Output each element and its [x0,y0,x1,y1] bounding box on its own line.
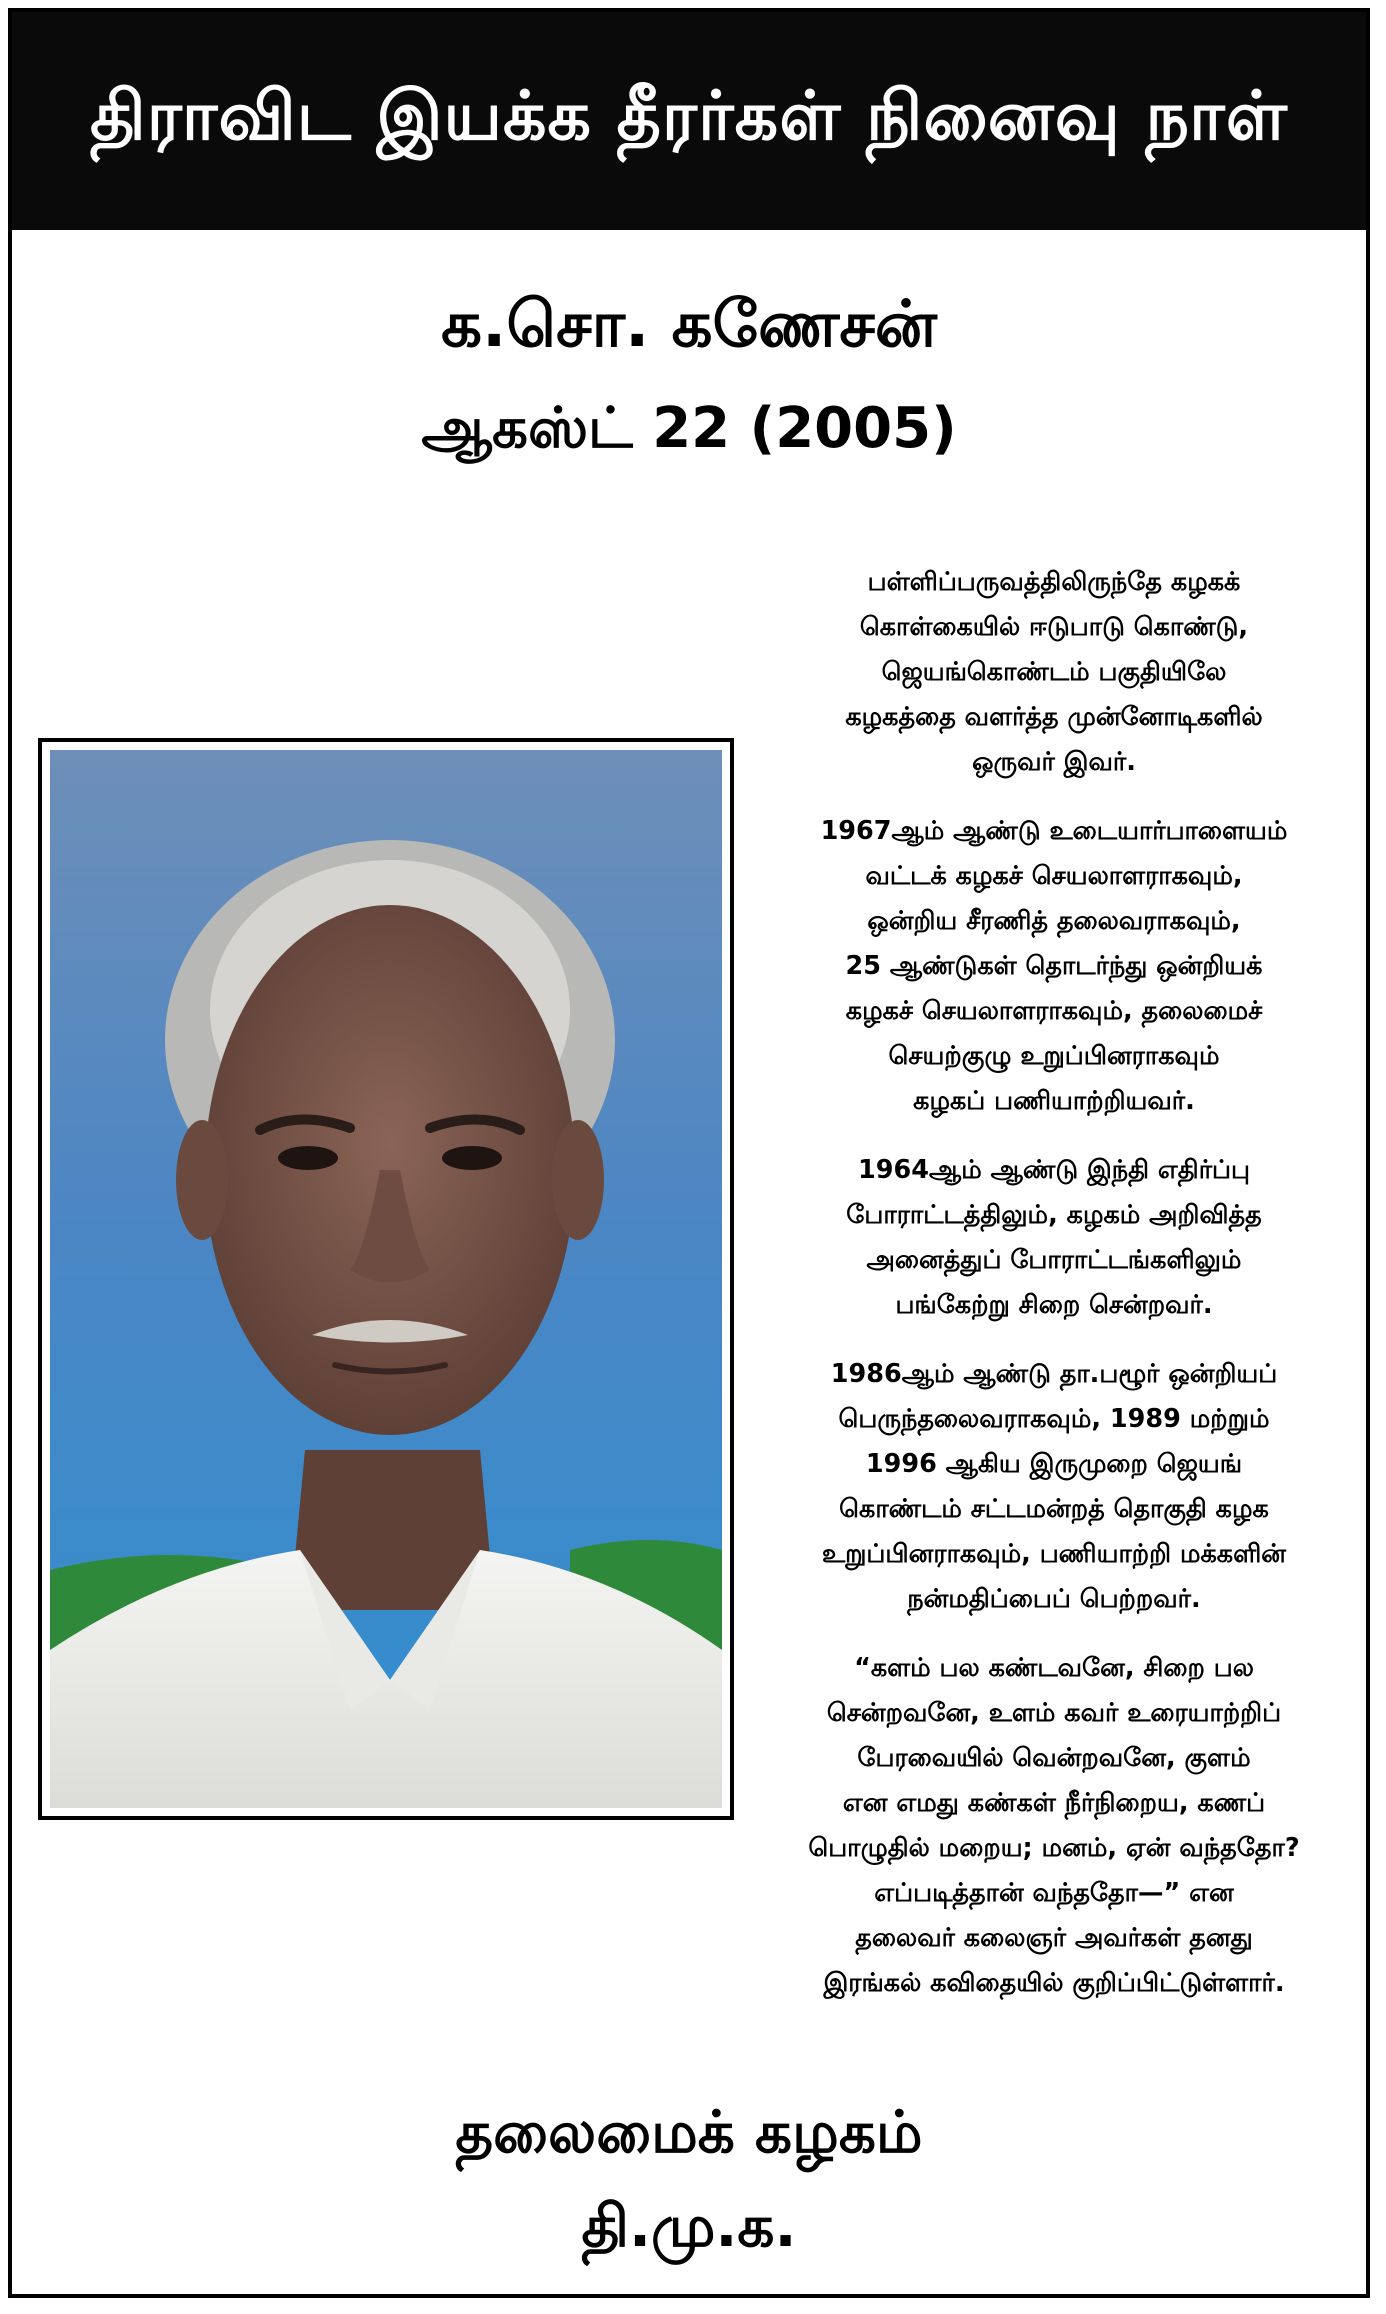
bio-line: பேரவையில் வென்றவனே, குளம் [857,1743,1251,1773]
bio-line: பெருந்தலைவராகவும், 1989 மற்றும் [838,1404,1270,1434]
bio-line: ஒருவர் இவர். [972,747,1136,777]
portrait-photo-frame [38,738,734,1820]
bio-line: ஒன்றிய சீரணித் தலைவராகவும், [867,906,1241,936]
bio-line: ஜெயங்கொண்டம் பகுதியிலே [881,657,1227,687]
bio-line: பள்ளிப்பருவத்திலிருந்தே கழகக் [867,567,1241,597]
person-name: க.சொ. கணேசன் [441,288,937,362]
bio-line: எப்படித்தான் வந்ததோ—” என [874,1878,1234,1908]
banner-title: திராவிட இயக்க தீரர்கள் நினைவு நாள் [90,77,1288,156]
bio-line: கழகப் பணியாற்றியவர். [913,1086,1195,1116]
bio-line: சென்றவனே, உளம் கவர் உரையாற்றிப் [826,1698,1282,1728]
obituary-card [8,8,1370,2298]
bio-line: கழகத்தை வளர்த்த முன்னோடிகளில் [845,702,1263,732]
bio-line: “களம் பல கண்டவனே, சிறை பல [854,1653,1254,1683]
header-banner [12,12,1366,230]
bio-paragraph [748,1148,1360,1328]
bio-line: 25 ஆண்டுகள் தொடர்ந்து ஒன்றியக் [845,951,1263,981]
bio-line: கொண்டம் சட்டமன்றத் தொகுதி கழக [839,1494,1269,1524]
bio-line: உறுப்பினராகவும், பணியாற்றி மக்களின் [821,1539,1287,1569]
bio-line: தலைவர் கலைஞர் அவர்கள் தனது [855,1923,1253,1953]
bio-paragraph [748,1352,1360,1622]
bio-line: பொழுதில் மறைய; மனம், ஏன் வந்ததோ? [808,1833,1300,1863]
bio-line: 1964ஆம் ஆண்டு இந்தி எதிர்ப்பு [858,1155,1250,1185]
bio-paragraph [748,560,1360,785]
bio-line: அனைத்துப் போராட்டங்களிலும் [866,1245,1242,1275]
bio-line: வட்டக் கழகச் செயலாளராகவும், [865,861,1243,891]
bio-line: 1996 ஆகிய இருமுறை ஜெயங் [865,1449,1243,1479]
footer-organization: தலைமைக் கழகம் [455,2098,923,2166]
memorial-date: ஆகஸ்ட் 22 (2005) [421,396,957,461]
bio-line: கழகச் செயலாளராகவும், தலைமைச் [845,996,1263,1026]
bio-line: 1986ஆம் ஆண்டு தா.பழூர் ஒன்றியப் [830,1359,1278,1389]
bio-line: 1967ஆம் ஆண்டு உடையார்பாளையம் [820,816,1288,846]
bio-paragraph [748,809,1360,1124]
biography [748,560,1360,2030]
bio-line: என எமது கண்கள் நீர்நிறைய, கணப் [842,1788,1266,1818]
bio-line: செயற்குழு உறுப்பினராகவும் [888,1041,1220,1071]
portrait-photo [50,750,722,1808]
bio-line: கொள்கையில் ஈடுபாடு கொண்டு, [859,612,1249,642]
bio-line: நன்மதிப்பைப் பெற்றவர். [907,1584,1201,1614]
bio-line: போராட்டத்திலும், கழகம் அறிவித்த [846,1200,1262,1230]
bio-line: பங்கேற்று சிறை சென்றவர். [895,1290,1213,1320]
footer-party-name: தி.மு.க. [581,2192,797,2260]
bio-line: இரங்கல் கவிதையில் குறிப்பிட்டுள்ளார். [823,1968,1285,1998]
bio-quote-paragraph [748,1646,1360,2006]
